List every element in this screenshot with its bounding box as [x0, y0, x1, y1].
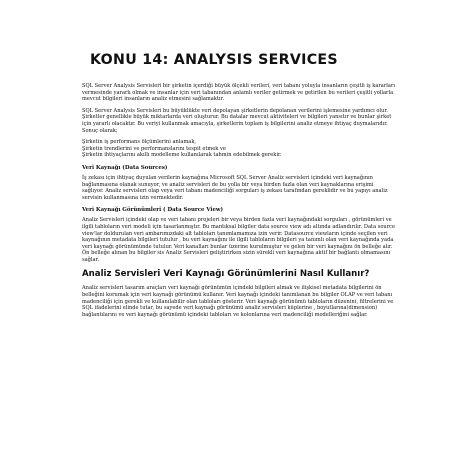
paragraph-storage: SQL Server Analysis Servisleri bu büyüklükte veri depolayan şirketlerin depolanan verilerini işlemesine yardımcı olur. Şirketler genellikle büyük miktarlarda veri oluşturur. Bu datalar mevcut aktiviteleri ve bilgileri yansıtır ve bunlar şirket için yararlı olacaktır. Bu veriyi kullanmak amacıyla, şirketlerin toplam iş bilgilerini analiz etmeye ihtiyaç duymalarıdır. Sonuç olarak;: [82, 107, 392, 134]
goal-list: [82, 139, 396, 159]
paragraph-usage: Analiz servisleri tasarım araçları veri kaynağı görünümün içindeki bilgileri almak ve ilişkisel metadata bilgilerini ön belleğini korumak için veri kaynağı görünümü kullanır. Veri kaynağı içindeki tanımlanan bu bilgiler OLAP ve veri tabanı madenciliği için gerekli ve kullanılabilir olan tabloları gösterir. Veri kaynağı görünümü tabloların düzenini, filtrelerini ve SQL ifadelerini elinde tutar, bu sayede veri kaynağı görünümü analiz servisleri küplerine , boyutlarına(dimension) bağlantılarını ve veri kaynağı görünümü içindeki tabloları ve kolonlarına veri madenciliği modelleriğini sağlar.: [82, 285, 394, 318]
heading-data-source-view: Veri Kaynağı Görünümleri ( Data Source View): [82, 207, 224, 214]
heading-data-sources: Veri Kaynağı (Data Sources): [82, 164, 168, 171]
page-title: KONU 14: ANALYSIS SERVICES: [90, 52, 338, 68]
paragraph-data-sources: İş zekası için ihtiyaç duyulan verilerin kaynağına Microsoft SQL Server Analiz servisleri içindeki veri kaynağının bağlanmasına olanak sunuyor, ve analiz servisleri de bu yolla bir veya birden fazla olan veri kaynaklarına erişimi sağlıyor. Analiz servisleri olap veya veri tabanı madenciliği sorguları iş zekası tarafından gereklidir ve bu yapıyı analiz servisin kullanmasına izin vermektedir.: [82, 174, 388, 201]
list-item: Şirketin trendlerini ve performanslarını tespit etmek ve: [82, 145, 226, 152]
section-heading-usage: Analiz Servisleri Veri Kaynağı Görünümlerini Nasıl Kullanır?: [82, 269, 370, 280]
paragraph-intro: SQL Server Analysis Servisleri bir şirketin içerdiği büyük ölçekli verileri, veri tabanı yoluyla insanların çeşitli iş kararları vermesinde yararlı olmak ve insanlar için veri tabanından anlamlı veriler getirmek ve getirilen bu verileri çeşitli yollarla mevcut bilgileri insanların analiz etmesini sağlamaktır.: [82, 83, 396, 103]
paragraph-data-source-view: Analiz Servisleri içindeki olap ve veri tabanı projeleri bir veya birden fazla veri kaynağındaki sorguları , görünümleri ve ilgili tabloların veri modeli için tasarlanmıştır. Bu mantıksal bilgiler data source view adı altında adlandırılır. Data source view'lar doldurulan veri ambarımızdaki alt tabloları tanımlamamıza izin verir. Datasource viewların içinde seçilen veri kaynağının metadata bilgileri tutulur , bu veri kaynağını ile ilgili tabloların bilgileri ya tanımlı olan veri kaynağında yada veri kaynağı görünümünde tutulur. Veri kanalları bunlar üzerine kurulmuştur ve gelen bir veri kaynağını ön belleğe alır. Ön belleğe alınan bu bilgiler sis Analiz Servisleri geliştirirken sizin sürekli veri kaynağına aktif bir bağlantı olmamasını sağlar.: [82, 217, 395, 263]
list-item: Şirketin iş performans ölçümlerini anlamak,: [82, 139, 197, 146]
list-item: Şirketin ihtiyaçlarını akıllı modelleme kullanılarak tahmin edebilmek gerekir.: [82, 152, 282, 159]
